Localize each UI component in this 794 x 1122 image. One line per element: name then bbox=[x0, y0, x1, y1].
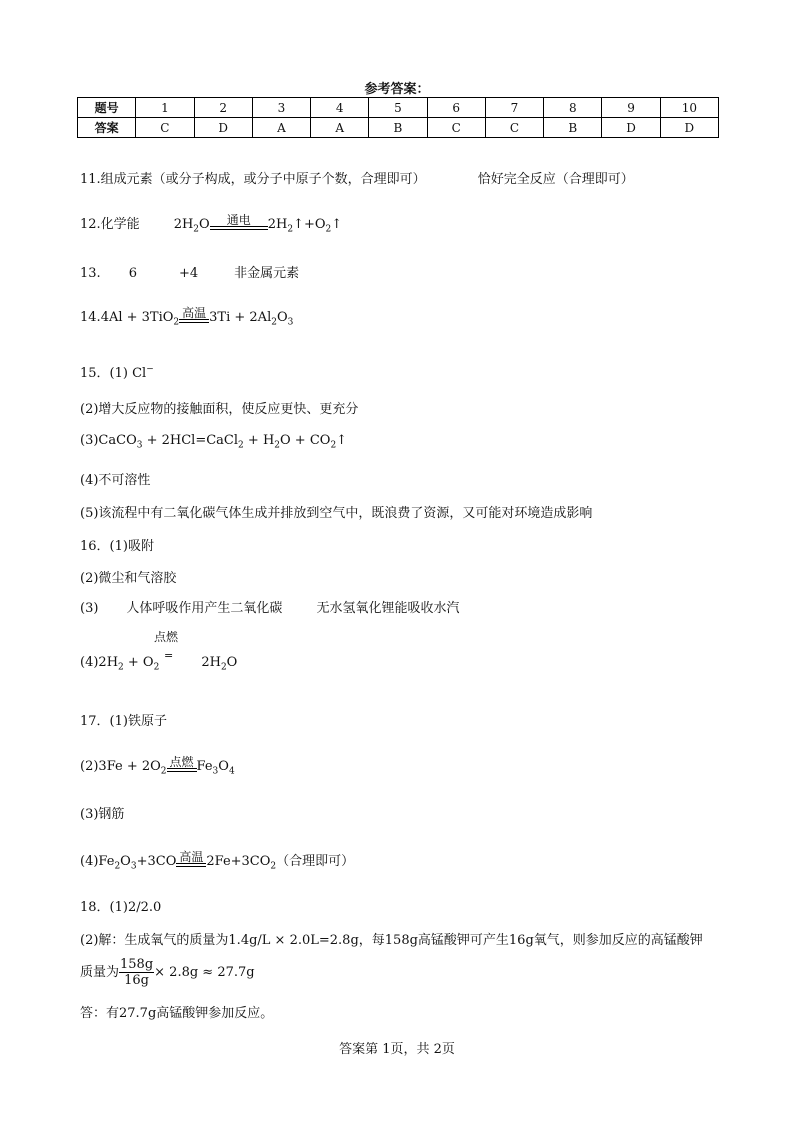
answer-17-1: 17．(1)铁原子 bbox=[80, 714, 167, 729]
table-cell: 10 bbox=[660, 98, 718, 118]
table-cell: 1 bbox=[136, 98, 194, 118]
answer-11-part-b: 恰好完全反应（合理即可） bbox=[477, 172, 634, 187]
answer-18-1: 18．(1)2/2.0 bbox=[80, 900, 162, 915]
table-cell: 4 bbox=[311, 98, 369, 118]
table-cell: C bbox=[427, 118, 485, 138]
answer-14-label: 14. bbox=[80, 310, 101, 325]
table-cell: A bbox=[311, 118, 369, 138]
table-cell: 8 bbox=[544, 98, 602, 118]
page-title: 参考答案： bbox=[364, 82, 430, 97]
table-cell: C bbox=[485, 118, 543, 138]
table-cell: D bbox=[194, 118, 252, 138]
answer-11 bbox=[80, 168, 634, 187]
answer-16-1: 16．(1)吸附 bbox=[80, 539, 154, 554]
answer-13-part-b: +4 bbox=[178, 266, 199, 281]
answer-table bbox=[77, 97, 719, 138]
reaction-condition: 点燃 bbox=[154, 630, 179, 644]
answer-18-3: 质量为 $\frac{158g}{16g}$ × 2.8g ≈ 27.7g bbox=[80, 957, 255, 988]
table-cell: A bbox=[252, 118, 310, 138]
answer-14: 14.4Al + 3TiO$_2$ 高温 $3Ti + 2Al_2O_3$ bbox=[80, 305, 294, 328]
table-cell: 7 bbox=[485, 98, 543, 118]
table-row bbox=[78, 118, 719, 138]
answer-17-2: $(2)3Fe + 2O_2$ 点燃 $Fe_3O_4$ bbox=[80, 754, 235, 777]
table-cell: D bbox=[602, 118, 660, 138]
table-header-cell: 题号 bbox=[78, 98, 136, 118]
answer-15-1: 15．(1) Cl− bbox=[80, 364, 154, 381]
answer-15-2: (2)增大反应物的接触面积，使反应更快、更充分 bbox=[80, 402, 359, 417]
table-header-cell: 答案 bbox=[78, 118, 136, 138]
table-cell: 2 bbox=[194, 98, 252, 118]
answer-16-3: (3) 人体呼吸作用产生二氧化碳 无水氢氧化锂能吸收水汽 bbox=[80, 601, 460, 616]
answer-13-number: 13. bbox=[80, 266, 101, 281]
table-cell: 5 bbox=[369, 98, 427, 118]
fraction: $\frac{158g}{16g}$ bbox=[120, 957, 154, 988]
answer-15-5: (5)该流程中有二氧化碳气体生成并排放到空气中，既浪费了资源，又可能对环境造成影响 bbox=[80, 506, 593, 521]
page-footer: 答案第 1页，共 2页 bbox=[339, 1042, 455, 1057]
table-cell: 3 bbox=[252, 98, 310, 118]
answer-18-2: (2)解：生成氧气的质量为1.4g/L × 2.0L=2.8g，每158g高锰酸钾可产生16g氧气，则参加反应的高锰酸钾 bbox=[80, 933, 703, 948]
reaction-condition: 高温 bbox=[179, 319, 209, 328]
reaction-condition: 通电 bbox=[210, 226, 268, 235]
answer-15-4: (4)不可溶性 bbox=[80, 473, 151, 488]
table-cell: C bbox=[136, 118, 194, 138]
reaction-condition: 高温 bbox=[176, 863, 206, 872]
answer-16-2: (2)微尘和气溶胶 bbox=[80, 571, 177, 586]
answer-18-4: 答：有27.7g高锰酸钾参加反应。 bbox=[80, 1006, 274, 1021]
table-cell: B bbox=[544, 118, 602, 138]
table-cell: 9 bbox=[602, 98, 660, 118]
answer-16-4: $(4)2H_2 + O_2$ $2H_2O$ bbox=[80, 655, 238, 673]
answer-13 bbox=[80, 262, 299, 281]
answer-11-part-a: 11.组成元素（或分子构成，或分子中原子个数，合理即可） bbox=[80, 172, 426, 187]
answer-15-3: (3)CaCO$_3$ + 2HCl=CaCl$_2$ + $H_2O$ + $CO_2↑$ bbox=[80, 433, 348, 451]
table-row bbox=[78, 98, 719, 118]
answer-12-label: 12.化学能 bbox=[80, 217, 140, 232]
answer-13-part-a: 6 bbox=[128, 266, 137, 281]
table-cell: 6 bbox=[427, 98, 485, 118]
table-cell: D bbox=[660, 118, 718, 138]
answer-12: 12.化学能 $2H_2O$ 通电 $2H_2↑+O_2↑$ bbox=[80, 212, 343, 235]
answer-13-part-c: 非金属元素 bbox=[234, 266, 300, 281]
equals-sign: = bbox=[164, 649, 174, 662]
answer-17-3: (3)钢筋 bbox=[80, 807, 125, 822]
table-cell: B bbox=[369, 118, 427, 138]
reaction-condition: 点燃 bbox=[167, 768, 197, 777]
answer-17-4: $(4)Fe_2O_3+3CO$ 高温 $2Fe+3CO_2$（合理即可） bbox=[80, 849, 355, 872]
